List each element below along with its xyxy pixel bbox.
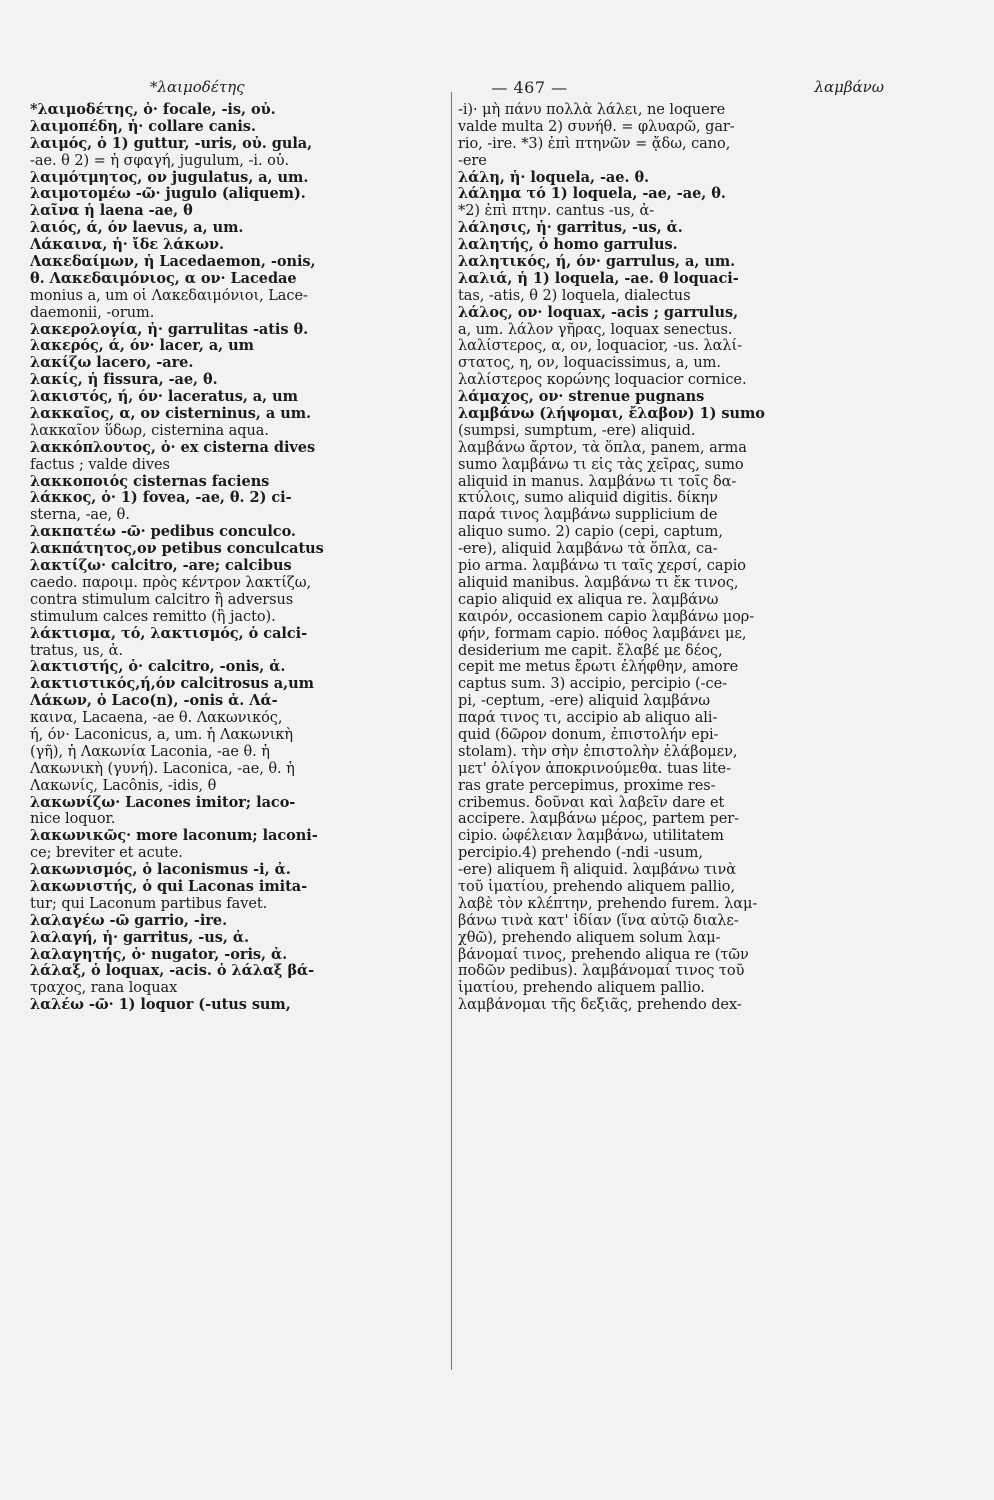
- entry-line: λακίς, ἡ fissura, -ae, θ.: [30, 372, 218, 389]
- entry-line: θ. Λακεδαιμόνιος, α ον· Lacedae: [30, 270, 297, 287]
- entry-line: λαλαγή, ἡ· garritus, -us, ἀ.: [30, 929, 249, 946]
- entry-line: λαιός, ά, όν laevus, a, um.: [30, 220, 244, 237]
- entry-line: λαιμότμητος, ον jugulatus, a, um.: [30, 169, 309, 186]
- entry-line: λαβὲ τὸν κλέπτην, prehendo furem. λαμ-: [458, 895, 758, 912]
- entry-line: λακτιστικός,ή,όν calcitrosus a,um: [30, 676, 314, 693]
- entry-line: λακωνικῶς· more laconum; laconi-: [30, 828, 318, 845]
- entry-line: aliquo sumo. 2) capio (cepi, captum,: [458, 524, 723, 541]
- entry-line: λακτιστής, ὁ· calcitro, -onis, ἀ.: [30, 659, 286, 676]
- entry-line: factus ; valde dives: [30, 456, 170, 473]
- page-number: — 467 —: [491, 77, 568, 97]
- entry-line: stolam). τὴν σὴν ἐπιστολὴν ἐλάβομεν,: [458, 743, 738, 760]
- entry-line: pi, -ceptum, -ere) aliquid λαμβάνω: [458, 693, 711, 710]
- entry-line: λάλαξ, ὁ loquax, -acis. ὁ λάλαξ βά-: [30, 963, 315, 980]
- entry-line: -ae. θ 2) = ἡ σφαγή, jugulum, -i. οὐ.: [30, 152, 290, 169]
- page-header: [150, 72, 884, 102]
- entry-line: λαιμοπέδη, ἡ· collare canis.: [30, 118, 256, 135]
- entry-line: λάλησις, ἡ· garritus, -us, ἀ.: [458, 220, 683, 237]
- entry-line: Λάκων, ὁ Laco(n), -onis ἀ. Λά-: [30, 693, 278, 710]
- entry-line: *λαιμοδέτης, ὁ· focale, -is, οὐ.: [30, 102, 276, 118]
- entry-line: λακίζω lacero, -are.: [30, 355, 194, 372]
- entry-line: παρά τινος λαμβάνω supplicium de: [458, 507, 718, 524]
- entry-line: λαλητικός, ή, όν· garrulus, a, um.: [458, 254, 736, 271]
- entry-line: quid (δῶρον donum, ἐπιστολήν epi-: [458, 726, 719, 743]
- entry-line: pio arma. λαμβάνω τι ταῖς χερσί, capio: [458, 558, 746, 575]
- header-left-word: *λαιμοδέτης: [150, 78, 245, 96]
- entry-line: daemonii, -orum.: [30, 304, 155, 321]
- entry-line: ἱματίου, prehendo aliquem pallio.: [458, 980, 705, 997]
- entry-line: λάλημα τό 1) loquela, -ae, -ae, θ.: [458, 186, 726, 203]
- entry-line: accipere. λαμβάνω μέρος, partem per-: [458, 811, 739, 828]
- left-column: [30, 102, 450, 1387]
- entry-line: valde multa 2) συνήθ. = φλυαρῶ, gar-: [458, 118, 735, 135]
- entry-line: λαλιά, ἡ 1) loquela, -ae. θ loquaci-: [458, 270, 739, 287]
- entry-line: ce; breviter et acute.: [30, 845, 183, 862]
- entry-line: λαμβάνομαι τῆς δεξιᾶς, prehendo dex-: [458, 997, 742, 1014]
- entry-line: percipio.4) prehendo (-ndi -usum,: [458, 845, 703, 862]
- entry-line: λαλίστερος κορώνης loquacior cornice.: [458, 372, 747, 389]
- entry-line: tur; qui Laconum partibus favet.: [30, 895, 268, 912]
- entry-line: ή, όν· Laconicus, a, um. ἡ Λακωνικὴ: [30, 726, 294, 743]
- entry-line: cipio. ὠφέλειαν λαμβάνω, utilitatem: [458, 828, 724, 845]
- entry-line: Λάκαινα, ἡ· ἴδε λάκων.: [30, 237, 224, 254]
- entry-line: λακκαῖος, α, ον cisterninus, a um.: [30, 406, 312, 423]
- entry-line: βάνω τινὰ κατ' ἰδίαν (ἵνα αὐτῷ διαλε-: [458, 912, 739, 929]
- entry-line: τοῦ ἱματίου, prehendo aliquem pallio,: [458, 878, 736, 895]
- entry-line: λακιστός, ή, όν· laceratus, a, um: [30, 389, 298, 406]
- entry-line: sterna, -ae, θ.: [30, 507, 130, 524]
- entry-line: tratus, us, ἀ.: [30, 642, 123, 659]
- entry-line: λαλητής, ὁ homo garrulus.: [458, 237, 678, 254]
- entry-line: λαμβάνω (λήψομαι, ἔλαβον) 1) sumo: [458, 406, 765, 423]
- entry-line: rio, -ire. *3) ἐπὶ πτηνῶν = ᾄδω, cano,: [458, 135, 731, 152]
- entry-line: λακερολογία, ἡ· garrulitas -atis θ.: [30, 321, 309, 338]
- entry-line: aliquid in manus. λαμβάνω τι τοῖς δα-: [458, 473, 737, 490]
- entry-line: λακπατέω -ῶ· pedibus conculco.: [30, 524, 296, 541]
- entry-line: παρά τινος τι, accipio ab aliquo ali-: [458, 710, 718, 727]
- entry-line: tas, -atis, θ 2) loquela, dialectus: [458, 287, 691, 304]
- entry-line: μετ' ὀλίγον ἀποκρινούμεθα. tuas lite-: [458, 760, 731, 777]
- entry-line: sumo λαμβάνω τι εἰς τὰς χεῖρας, sumo: [458, 456, 744, 473]
- entry-line: χθῶ), prehendo aliquem solum λαμ-: [458, 929, 721, 946]
- entry-line: nice loquor.: [30, 811, 116, 828]
- entry-line: Λακωνίς, Lacônis, -idis, θ: [30, 777, 217, 794]
- entry-line: -ere: [458, 152, 487, 169]
- entry-line: λάκτισμα, τό, λακτισμός, ὁ calci-: [30, 625, 308, 642]
- entry-line: λαλαγητής, ὁ· nugator, -oris, ἀ.: [30, 946, 288, 963]
- entry-line: καινα, Lacaena, -ae θ. Λακωνικός,: [30, 710, 283, 727]
- entry-line: στατος, η, ον, loquacissimus, a, um.: [458, 355, 721, 372]
- entry-line: cepit me metus ἔρωτι ἐλήφθην, amore: [458, 659, 739, 676]
- entry-line: captus sum. 3) accipio, percipio (-ce-: [458, 676, 727, 693]
- entry-line: λακωνίζω· Lacones imitor; laco-: [30, 794, 296, 811]
- entry-line: -i)· μὴ πάνυ πολλὰ λάλει, ne loquere: [458, 102, 726, 118]
- entry-line: λάκκος, ὁ· 1) fovea, -ae, θ. 2) ci-: [30, 490, 292, 507]
- entry-line: λαμβάνω ἄρτον, τὰ ὅπλα, panem, arma: [458, 439, 747, 456]
- entry-line: λάλη, ἡ· loquela, -ae. θ.: [458, 169, 650, 186]
- entry-line: λαλαγέω -ῶ garrio, -ire.: [30, 912, 228, 929]
- entry-line: *2) ἐπὶ πτην. cantus -us, ἀ-: [458, 203, 655, 220]
- entry-line: βάνομαί τινος, prehendo aliqua re (τῶν: [458, 946, 749, 963]
- entry-line: stimulum calces remitto (ἢ jacto).: [30, 608, 276, 625]
- entry-line: Λακωνικὴ (γυνή). Laconica, -ae, θ. ἡ: [30, 760, 295, 777]
- entry-line: (sumpsi, sumptum, -ere) aliquid.: [458, 422, 696, 439]
- entry-line: cribemus. δοῦναι καὶ λαβεῖν dare et: [458, 794, 725, 811]
- entry-line: λακερός, ά, όν· lacer, a, um: [30, 338, 254, 355]
- entry-line: λάλος, ον· loquax, -acis ; garrulus,: [458, 304, 739, 321]
- entry-line: λαιμός, ὁ 1) guttur, -uris, οὐ. gula,: [30, 135, 313, 152]
- entry-line: monius a, um οἱ Λακεδαιμόνιοι, Lace-: [30, 287, 308, 304]
- entry-line: a, um. λάλον γῆρας, loquax senectus.: [458, 321, 733, 338]
- entry-line: λακωνισμός, ὁ laconismus -i, ἀ.: [30, 862, 291, 879]
- entry-line: λαῖνα ἡ laena -ae, θ: [30, 203, 193, 220]
- entry-line: ποδῶν pedibus). λαμβάνομαί τινος τοῦ: [458, 963, 745, 980]
- entry-line: λαιμοτομέω -ῶ· jugulo (aliquem).: [30, 186, 306, 203]
- entry-line: λαλέω -ῶ· 1) loquor (-utus sum,: [30, 997, 291, 1014]
- entry-line: κτύλοις, sumo aliquid digitis. δίκην: [458, 490, 718, 507]
- entry-line: capio aliquid ex aliqua re. λαμβάνω: [458, 591, 719, 608]
- entry-line: (γῆ), ἡ Λακωνία Laconia, -ae θ. ἡ: [30, 743, 270, 760]
- entry-line: Λακεδαίμων, ἡ Lacedaemon, -onis,: [30, 254, 316, 271]
- entry-line: aliquid manibus. λαμβάνω τι ἔκ τινος,: [458, 574, 739, 591]
- entry-line: φήν, formam capio. πόθος λαμβάνει με,: [458, 625, 747, 642]
- entry-line: λακπάτητος,ον petibus conculcatus: [30, 541, 324, 558]
- header-right-word: λαμβάνω: [814, 78, 884, 96]
- right-column: [458, 102, 878, 1387]
- entry-line: λαλίστερος, α, ον, loquacior, -us. λαλί-: [458, 338, 742, 355]
- entry-line: τραχος, rana loquax: [30, 980, 178, 997]
- entry-line: -ere) aliquem ἢ aliquid. λαμβάνω τινὰ: [458, 862, 737, 879]
- entry-line: desiderium me capit. ἔλαβέ με δέος,: [458, 642, 723, 659]
- entry-line: λακωνιστής, ὁ qui Laconas imita-: [30, 878, 308, 895]
- entry-line: λακκόπλουτος, ὁ· ex cisterna dives: [30, 439, 316, 456]
- column-divider: [451, 92, 452, 1370]
- entry-line: -ere), aliquid λαμβάνω τὰ ὅπλα, ca-: [458, 541, 718, 558]
- entry-line: λακκαῖον ὕδωρ, cisternina aqua.: [30, 422, 269, 439]
- entry-line: caedo. παροιμ. πρὸς κέντρον λακτίζω,: [30, 574, 312, 591]
- entry-line: ras grate percepimus, proxime res-: [458, 777, 716, 794]
- entry-line: καιρόν, occasionem capio λαμβάνω μορ-: [458, 608, 755, 625]
- entry-line: λάμαχος, ον· strenue pugnans: [458, 389, 705, 406]
- entry-line: λακκοποιός cisternas faciens: [30, 473, 270, 490]
- entry-line: λακτίζω· calcitro, -are; calcibus: [30, 558, 292, 575]
- entry-line: contra stimulum calcitro ἢ adversus: [30, 591, 294, 608]
